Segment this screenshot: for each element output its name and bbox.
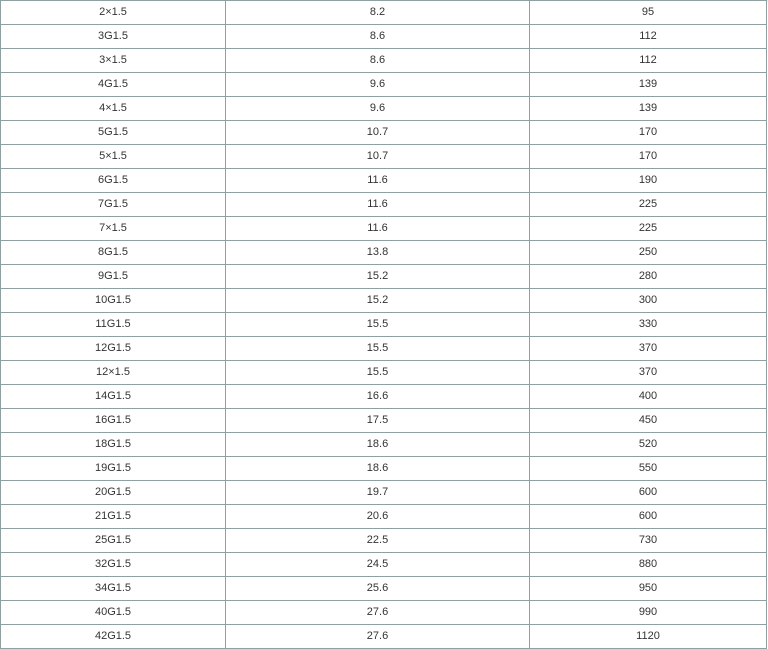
cell-weight: 550 bbox=[530, 457, 767, 481]
cell-cores-section: 12×1.5 bbox=[1, 361, 226, 385]
cell-outer-diameter: 25.6 bbox=[226, 577, 530, 601]
table-row bbox=[1, 601, 767, 625]
cell-weight: 600 bbox=[530, 505, 767, 529]
table-row bbox=[1, 241, 767, 265]
cell-outer-diameter: 10.7 bbox=[226, 121, 530, 145]
cell-outer-diameter: 15.5 bbox=[226, 313, 530, 337]
cell-cores-section: 2×1.5 bbox=[1, 1, 226, 25]
cell-outer-diameter: 11.6 bbox=[226, 169, 530, 193]
table-row bbox=[1, 25, 767, 49]
table-row bbox=[1, 121, 767, 145]
cell-outer-diameter: 19.7 bbox=[226, 481, 530, 505]
table-row bbox=[1, 193, 767, 217]
cell-outer-diameter: 10.7 bbox=[226, 145, 530, 169]
table-row bbox=[1, 313, 767, 337]
table-row bbox=[1, 433, 767, 457]
cell-weight: 139 bbox=[530, 97, 767, 121]
cell-weight: 280 bbox=[530, 265, 767, 289]
table-row bbox=[1, 625, 767, 649]
cell-cores-section: 34G1.5 bbox=[1, 577, 226, 601]
cell-outer-diameter: 11.6 bbox=[226, 193, 530, 217]
table-row bbox=[1, 481, 767, 505]
cell-cores-section: 10G1.5 bbox=[1, 289, 226, 313]
cell-cores-section: 6G1.5 bbox=[1, 169, 226, 193]
cell-weight: 170 bbox=[530, 145, 767, 169]
cell-outer-diameter: 27.6 bbox=[226, 625, 530, 649]
cell-cores-section: 3×1.5 bbox=[1, 49, 226, 73]
cell-cores-section: 16G1.5 bbox=[1, 409, 226, 433]
cell-weight: 330 bbox=[530, 313, 767, 337]
cell-weight: 250 bbox=[530, 241, 767, 265]
table-row bbox=[1, 49, 767, 73]
cell-outer-diameter: 15.5 bbox=[226, 361, 530, 385]
cell-outer-diameter: 17.5 bbox=[226, 409, 530, 433]
cell-cores-section: 21G1.5 bbox=[1, 505, 226, 529]
cell-cores-section: 4G1.5 bbox=[1, 73, 226, 97]
cell-weight: 370 bbox=[530, 337, 767, 361]
table-row bbox=[1, 289, 767, 313]
cell-cores-section: 4×1.5 bbox=[1, 97, 226, 121]
cell-outer-diameter: 9.6 bbox=[226, 73, 530, 97]
cell-weight: 450 bbox=[530, 409, 767, 433]
cell-weight: 600 bbox=[530, 481, 767, 505]
cell-weight: 225 bbox=[530, 217, 767, 241]
cell-outer-diameter: 18.6 bbox=[226, 457, 530, 481]
cell-cores-section: 18G1.5 bbox=[1, 433, 226, 457]
cell-weight: 300 bbox=[530, 289, 767, 313]
table-row bbox=[1, 169, 767, 193]
cell-outer-diameter: 15.5 bbox=[226, 337, 530, 361]
cell-outer-diameter: 16.6 bbox=[226, 385, 530, 409]
cell-cores-section: 11G1.5 bbox=[1, 313, 226, 337]
cell-cores-section: 40G1.5 bbox=[1, 601, 226, 625]
cell-weight: 170 bbox=[530, 121, 767, 145]
cell-outer-diameter: 9.6 bbox=[226, 97, 530, 121]
cell-outer-diameter: 18.6 bbox=[226, 433, 530, 457]
cell-cores-section: 9G1.5 bbox=[1, 265, 226, 289]
table-row bbox=[1, 361, 767, 385]
cell-cores-section: 5×1.5 bbox=[1, 145, 226, 169]
table-row bbox=[1, 217, 767, 241]
cell-cores-section: 14G1.5 bbox=[1, 385, 226, 409]
cell-weight: 950 bbox=[530, 577, 767, 601]
table-row bbox=[1, 457, 767, 481]
table-row bbox=[1, 73, 767, 97]
cell-cores-section: 19G1.5 bbox=[1, 457, 226, 481]
cell-weight: 112 bbox=[530, 25, 767, 49]
table-row bbox=[1, 1, 767, 25]
cell-weight: 95 bbox=[530, 1, 767, 25]
cell-outer-diameter: 8.2 bbox=[226, 1, 530, 25]
cell-weight: 1120 bbox=[530, 625, 767, 649]
table-row bbox=[1, 265, 767, 289]
cell-outer-diameter: 24.5 bbox=[226, 553, 530, 577]
table-row bbox=[1, 145, 767, 169]
cell-outer-diameter: 15.2 bbox=[226, 265, 530, 289]
cell-weight: 730 bbox=[530, 529, 767, 553]
cell-cores-section: 8G1.5 bbox=[1, 241, 226, 265]
table-row bbox=[1, 505, 767, 529]
cell-weight: 990 bbox=[530, 601, 767, 625]
cell-weight: 520 bbox=[530, 433, 767, 457]
cell-weight: 880 bbox=[530, 553, 767, 577]
cell-cores-section: 5G1.5 bbox=[1, 121, 226, 145]
cell-outer-diameter: 11.6 bbox=[226, 217, 530, 241]
cell-cores-section: 25G1.5 bbox=[1, 529, 226, 553]
cell-cores-section: 32G1.5 bbox=[1, 553, 226, 577]
cell-outer-diameter: 20.6 bbox=[226, 505, 530, 529]
table-body bbox=[1, 1, 767, 649]
cell-cores-section: 7×1.5 bbox=[1, 217, 226, 241]
cell-cores-section: 20G1.5 bbox=[1, 481, 226, 505]
cell-outer-diameter: 15.2 bbox=[226, 289, 530, 313]
table-row bbox=[1, 553, 767, 577]
table-row bbox=[1, 409, 767, 433]
table-row bbox=[1, 577, 767, 601]
table-row bbox=[1, 337, 767, 361]
table-row bbox=[1, 97, 767, 121]
cell-outer-diameter: 27.6 bbox=[226, 601, 530, 625]
cell-cores-section: 42G1.5 bbox=[1, 625, 226, 649]
table-row bbox=[1, 385, 767, 409]
cell-outer-diameter: 8.6 bbox=[226, 49, 530, 73]
cell-outer-diameter: 13.8 bbox=[226, 241, 530, 265]
cell-cores-section: 7G1.5 bbox=[1, 193, 226, 217]
cell-outer-diameter: 8.6 bbox=[226, 25, 530, 49]
cell-weight: 400 bbox=[530, 385, 767, 409]
cell-weight: 139 bbox=[530, 73, 767, 97]
table-row bbox=[1, 529, 767, 553]
cell-weight: 112 bbox=[530, 49, 767, 73]
cell-weight: 370 bbox=[530, 361, 767, 385]
cell-weight: 225 bbox=[530, 193, 767, 217]
cell-cores-section: 3G1.5 bbox=[1, 25, 226, 49]
cell-weight: 190 bbox=[530, 169, 767, 193]
cell-outer-diameter: 22.5 bbox=[226, 529, 530, 553]
cell-cores-section: 12G1.5 bbox=[1, 337, 226, 361]
